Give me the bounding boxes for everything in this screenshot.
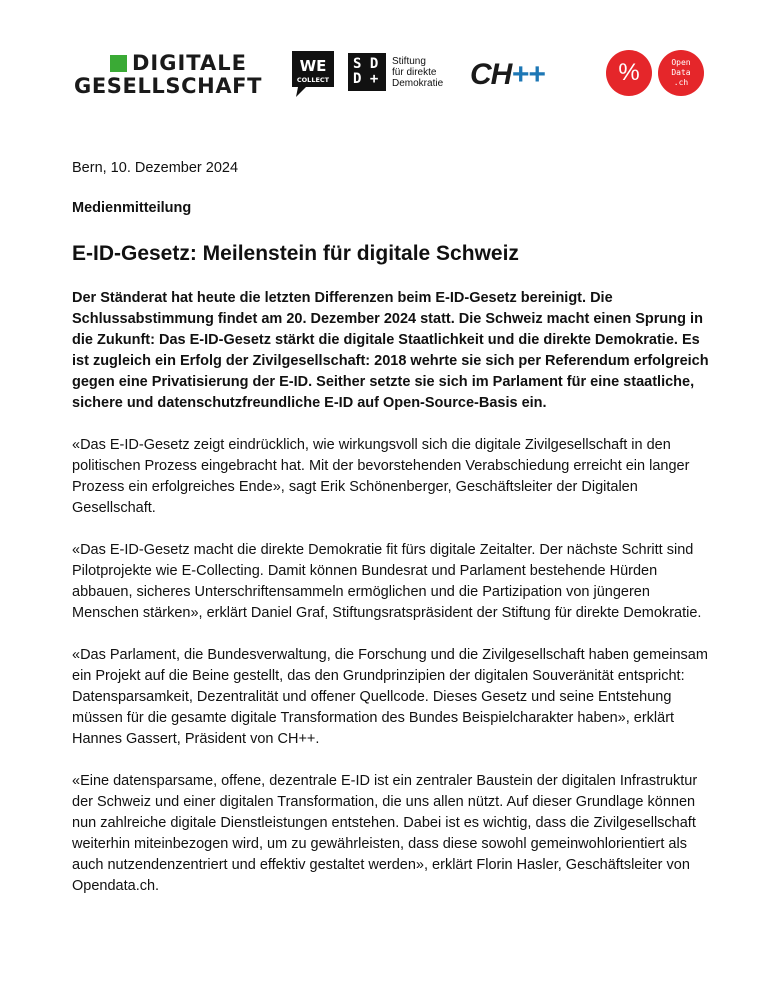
chpp-plus: ++ bbox=[511, 58, 545, 91]
percent-logo-symbol: % bbox=[618, 59, 640, 86]
wecollect-logo bbox=[292, 51, 334, 95]
dg-logo-line1: DIGITALE bbox=[132, 51, 247, 75]
logo-bar bbox=[74, 48, 714, 104]
quote-paragraph-2: «Das E-ID-Gesetz macht die direkte Demokratie fit fürs digitale Zeitalter. Der nächste Schritt sind Pilotprojekte wie E-Collecting. Damit können Bundesrat und Parlament bestehende Hürden abbauen, sicheres Unterschriftensammeln ermöglichen und die Partizipation von jüngeren Menschen stärken», erklärt Daniel Graf, Stiftungsratspräsident der Stiftung für direkte Demokratie. bbox=[72, 542, 702, 621]
lead-paragraph: Der Ständerat hat heute die letzten Differenzen beim E-ID-Gesetz bereinigt. Die Schlussabstimmung findet am 20. Dezember 2024 statt. Die Schweiz macht einen Sprung in die Zukunft: Das E-ID-Gesetz stärkt die digitale Staatlichkeit und die direkte Demokratie. Es ist zugleich ein Erfolg der Zivilgesellschaft: 2018 wehrte sie sich per Referendum erfolgreich gegen eine Privatisierung der E-ID. Seither setzte sie sich im Parlament für eine staatliche, sichere und datenschutzfreundliche E-ID auf Open-Source-Basis ein. bbox=[72, 290, 709, 411]
wecollect-line1: WE bbox=[299, 57, 327, 75]
opendata-line3: .ch bbox=[673, 78, 689, 87]
percent-logo bbox=[606, 50, 652, 96]
chpp-main: CH bbox=[470, 58, 512, 91]
opendata-logo bbox=[658, 50, 704, 96]
sdd-box-line2: D + bbox=[353, 71, 379, 87]
chpp-logo bbox=[470, 58, 544, 92]
date-line: Bern, 10. Dezember 2024 bbox=[72, 160, 239, 176]
digitale-gesellschaft-logo bbox=[74, 53, 262, 97]
quote-paragraph-3: «Das Parlament, die Bundesverwaltung, die Forschung und die Zivilgesellschaft haben gemeinsam ein Projekt auf die Beine gestellt, das den Grundprinzipien der digitalen Souveränität entspricht: Datensparsamkeit, Dezentralität und offener Quellcode. Dieses Gesetz und seine Entstehung müssen für die gesamte digitale Transformation des Bundes Beispielcharakter haben», erklärt Hannes Gassert, Präsident von CH++. bbox=[72, 647, 708, 747]
sdd-box-line1: S D bbox=[353, 56, 379, 72]
document-type: Medienmitteilung bbox=[72, 200, 192, 216]
sdd-text-line1: Stiftung bbox=[392, 55, 426, 67]
press-release bbox=[72, 160, 712, 897]
quote-paragraph-4: «Eine datensparsame, offene, dezentrale E-ID ist ein zentraler Baustein der digitalen Infrastruktur der Schweiz und einer digitalen Transformation, die uns allen nützt. Auf dieser Grundlage können nun zahlreiche digitale Dienstleistungen entstehen. Dabei ist es wichtig, dass die Zivilgesellschaft weiterhin miteinbezogen wird, um zu gewährleisten, dass diese sowohl gemeinwohlorientiert als auch nutzendenzentriert und effektiv gestaltet werden», erklärt Florin Hasler, Geschäftsleiter von Opendata.ch. bbox=[72, 773, 698, 894]
wecollect-line2: COLLECT bbox=[296, 76, 330, 84]
sdd-text-line3: Demokratie bbox=[392, 77, 444, 89]
page-title: E-ID-Gesetz: Meilenstein für digitale Schweiz bbox=[72, 242, 519, 265]
dg-logo-line2: GESELLSCHAFT bbox=[74, 74, 263, 98]
sdd-logo bbox=[348, 53, 443, 91]
green-square-icon bbox=[110, 55, 127, 72]
opendata-line1: Open bbox=[671, 58, 691, 67]
sdd-logo-box bbox=[348, 53, 386, 91]
quote-paragraph-1: «Das E-ID-Gesetz zeigt eindrücklich, wie wirkungsvoll sich die digitale Zivilgesellschaft in den politischen Prozess eingebracht hat. Mit der bevorstehenden Verabschiedung erreicht ein langer Prozess ein erfolgreiches Ende», sagt Erik Schönenberger, Geschäftsleiter der Digitalen Gesellschaft. bbox=[72, 437, 690, 516]
opendata-line2: Data bbox=[671, 68, 691, 77]
sdd-text-line2: für direkte bbox=[392, 66, 437, 78]
